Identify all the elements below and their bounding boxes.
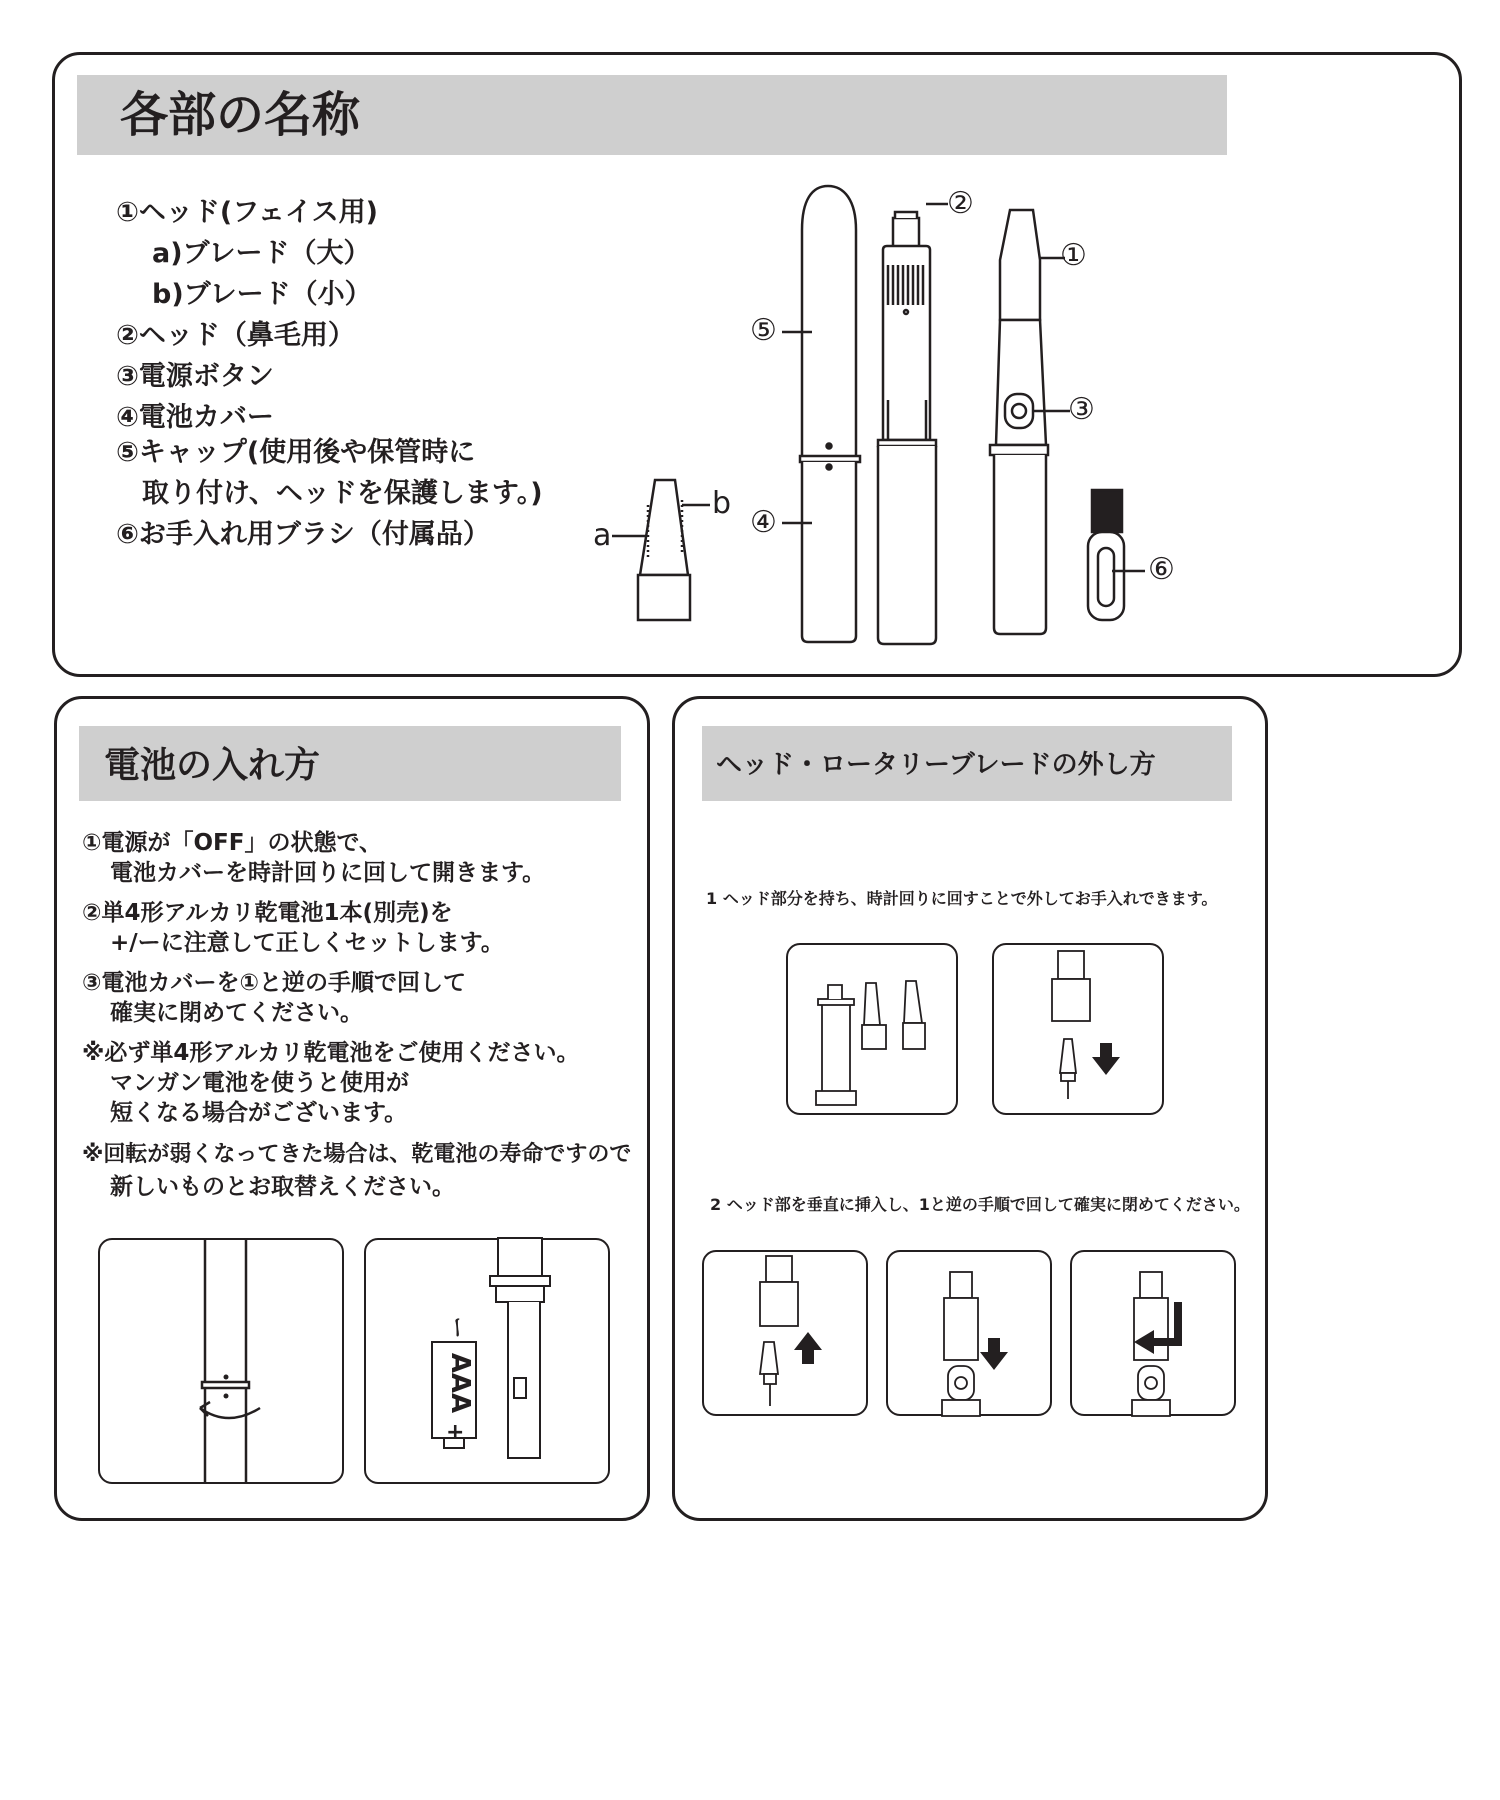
part-item-battery-cover: ④電池カバー	[116, 402, 274, 433]
part-item-cap-cont: 取り付け、ヘッドを保護します。)	[142, 478, 543, 509]
head-step2-svg-a	[702, 1250, 868, 1416]
head-step2-svg-c	[1070, 1250, 1236, 1416]
battery-aaa-label: AAA	[445, 1352, 476, 1414]
parts-illustration	[0, 0, 1500, 700]
head-step-2: 2 ヘッド部を垂直に挿入し、1と逆の手順で回して確実に閉めてください。	[710, 1195, 1250, 1214]
battery-step-1-cont: 電池カバーを時計回りに回して開きます。	[110, 860, 546, 886]
face-trimmer-illustration	[990, 210, 1070, 634]
head-step2-svg-b	[886, 1250, 1052, 1416]
part-item-head-nose: ②ヘッド（鼻毛用）	[116, 320, 355, 351]
head-step-1: 1 ヘッド部分を持ち、時計回りに回すことで外してお手入れできます。	[706, 889, 1218, 908]
battery-step-2-cont: +/ーに注意して正しくセットします。	[110, 930, 504, 956]
battery-note-1: ※必ず単4形アルカリ乾電池をご使用ください。	[82, 1040, 580, 1066]
face-head-illustration	[612, 480, 710, 620]
part-item-brush: ⑥お手入れ用ブラシ（付属品）	[116, 519, 490, 550]
part-item-blade-small: b)ブレード（小）	[152, 279, 372, 310]
part-item-power-button: ③電源ボタン	[116, 361, 274, 392]
battery-plus-label: +	[446, 1420, 465, 1445]
callout-4: ④	[750, 505, 777, 540]
battery-step-1: ①電源が「OFF」の状態で、	[82, 830, 382, 856]
battery-cover-rotate-svg	[98, 1238, 344, 1484]
battery-note-2: ※回転が弱くなってきた場合は、乾電池の寿命ですので	[82, 1142, 632, 1167]
battery-insert-svg	[364, 1238, 610, 1484]
battery-step-3: ③電池カバーを①と逆の手順で回して	[82, 970, 466, 996]
callout-2: ②	[947, 186, 974, 221]
callout-5: ⑤	[750, 313, 777, 348]
callout-b: b	[712, 486, 732, 521]
battery-step-3-cont: 確実に閉めてください。	[110, 1000, 363, 1026]
battery-minus-label: ー	[443, 1316, 469, 1339]
callout-6: ⑥	[1148, 552, 1175, 587]
callout-a: a	[593, 518, 612, 553]
battery-step-2: ②単4形アルカリ乾電池1本(別売)を	[82, 900, 453, 926]
part-item-blade-large: a)ブレード（大）	[152, 238, 371, 269]
nose-trimmer-illustration	[878, 204, 948, 644]
brush-illustration	[1088, 490, 1145, 620]
head-step1-svg-a	[786, 943, 958, 1115]
cap-unit-illustration	[782, 186, 860, 642]
battery-note-1-cont2: 短くなる場合がございます。	[110, 1100, 408, 1126]
parts-title: 各部の名称	[120, 87, 361, 143]
callout-3: ③	[1068, 392, 1095, 427]
battery-note-1-cont: マンガン電池を使うと使用が	[110, 1070, 409, 1096]
part-item-head-face: ①ヘッド(フェイス用)	[116, 197, 378, 228]
part-item-cap: ⑤キャップ(使用後や保管時に	[116, 437, 476, 468]
head-step1-svg-b	[992, 943, 1164, 1115]
callout-1: ①	[1060, 238, 1087, 273]
battery-note-2-cont: 新しいものとお取替えください。	[110, 1174, 455, 1200]
battery-title: 電池の入れ方	[104, 745, 321, 786]
head-title: ヘッド・ロータリーブレードの外し方	[716, 750, 1156, 780]
